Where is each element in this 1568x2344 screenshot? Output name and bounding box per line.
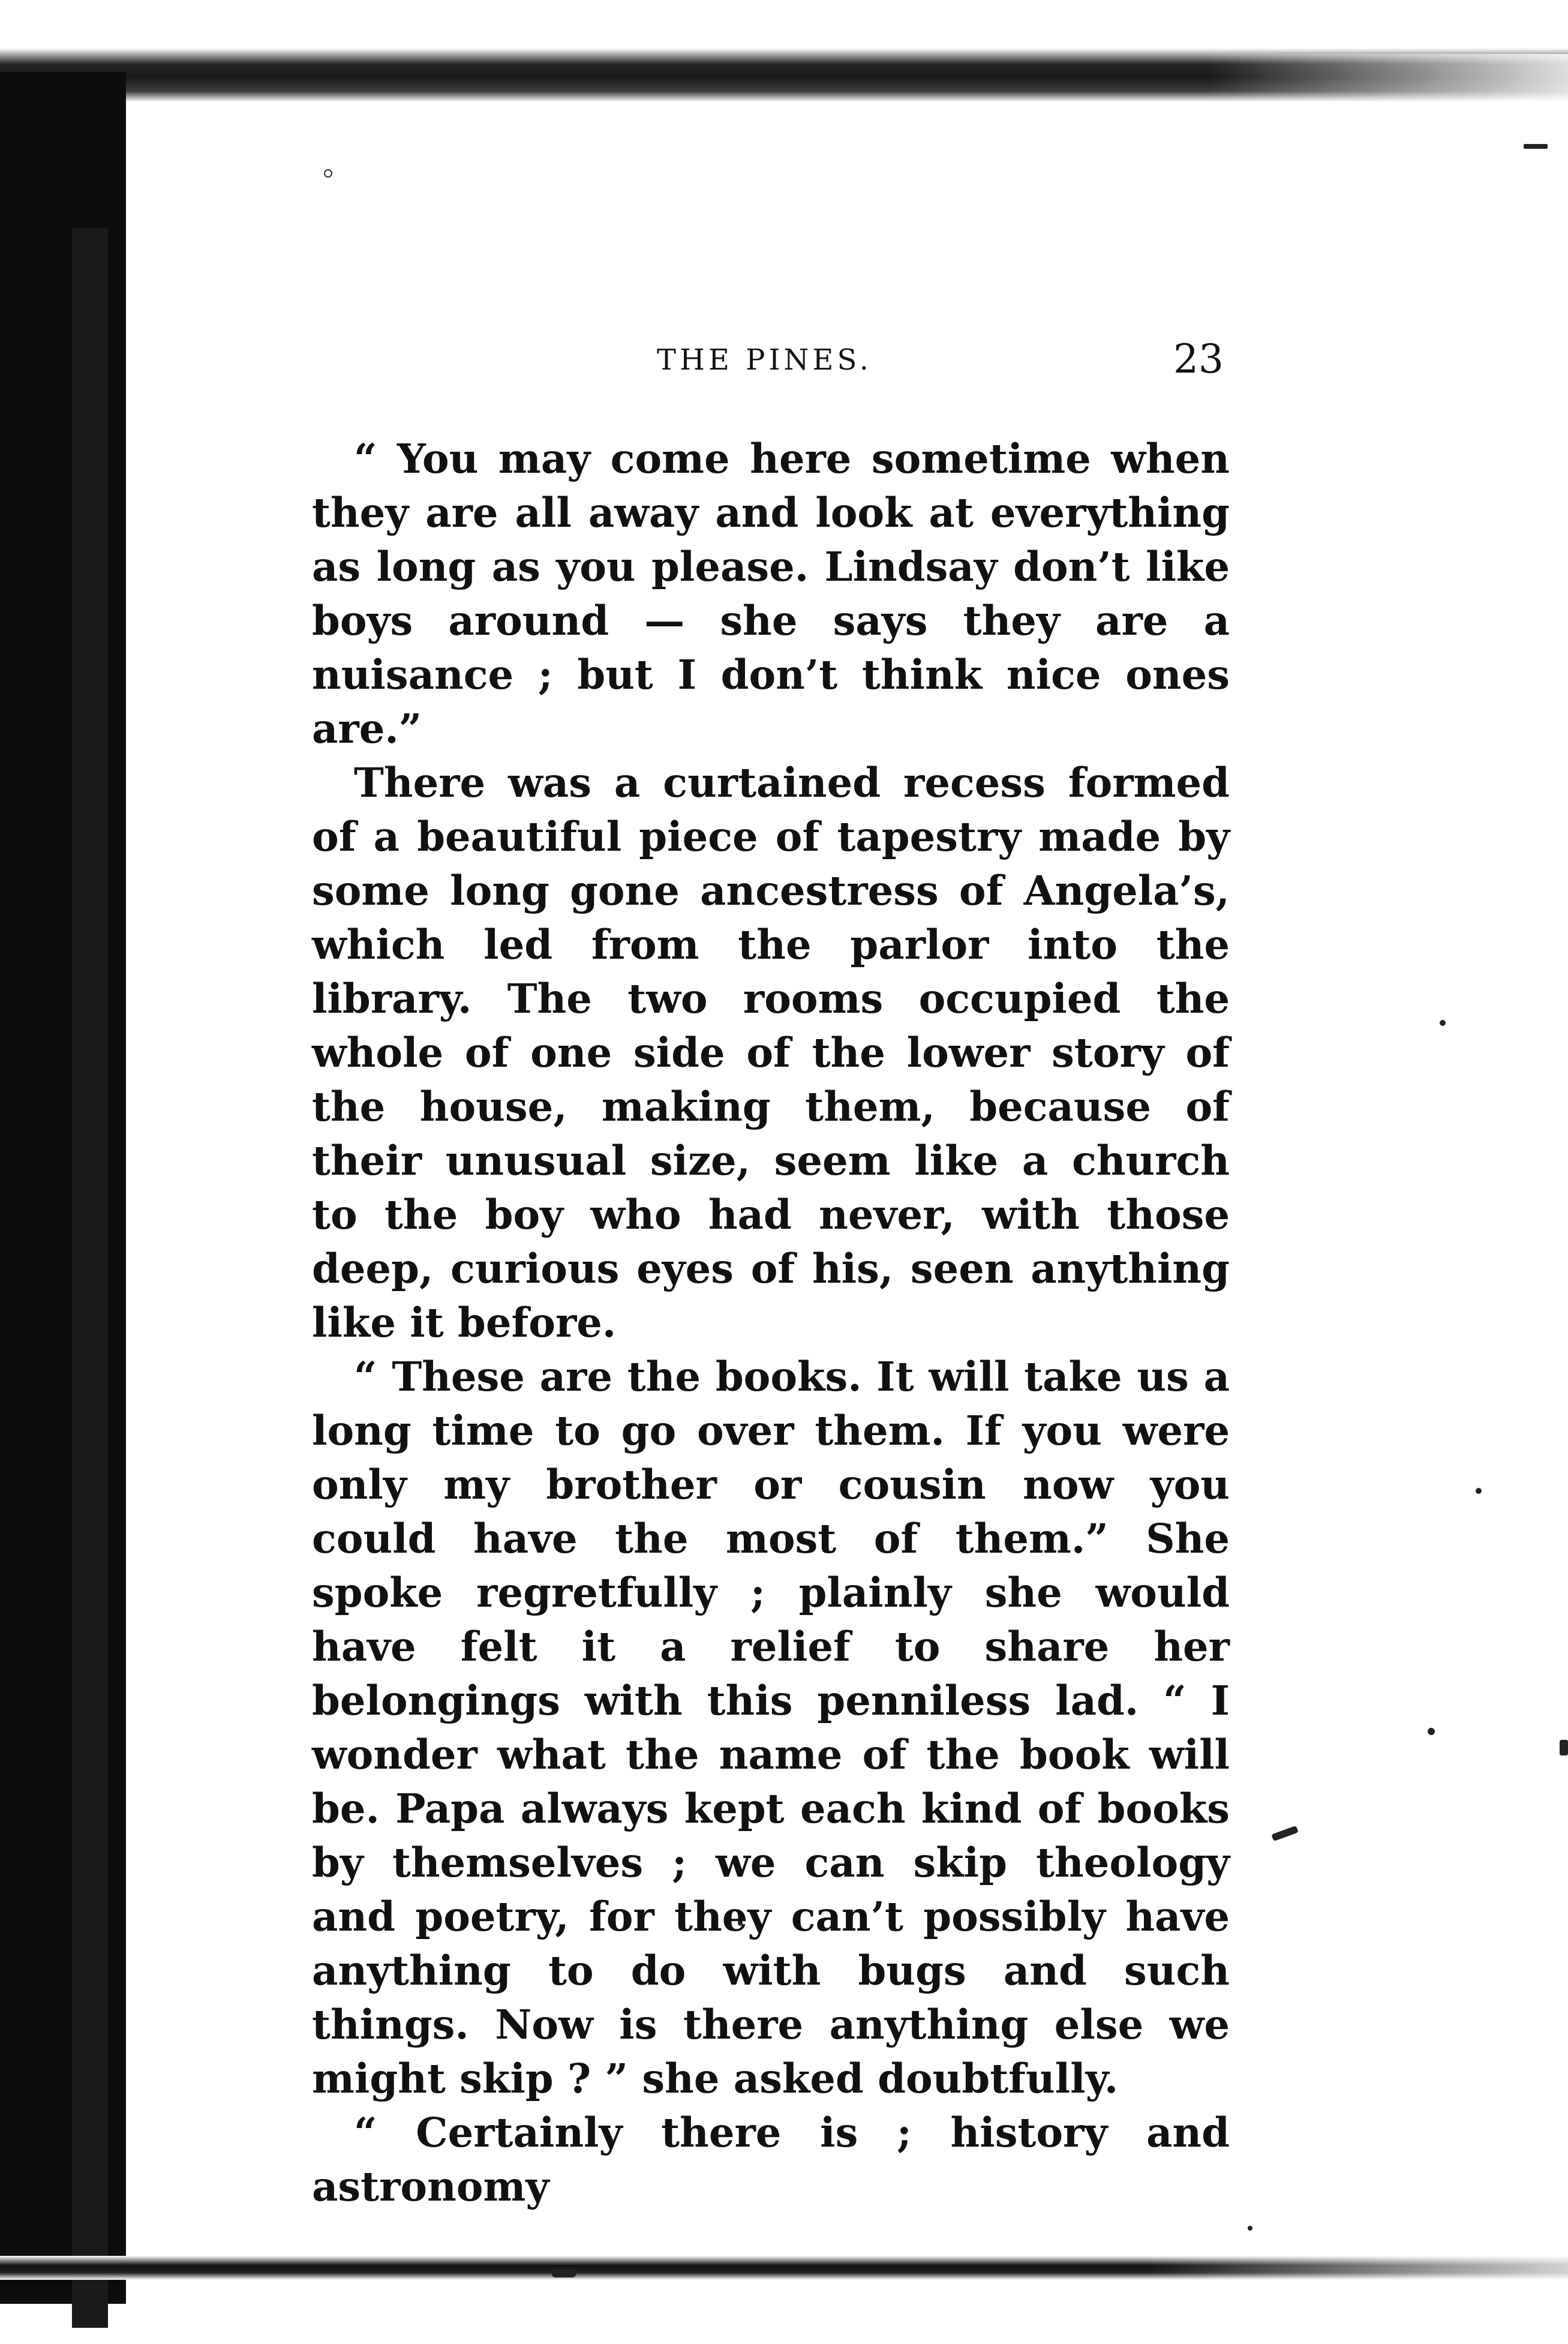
scan-speck — [1476, 1488, 1482, 1494]
running-head — [312, 336, 1224, 384]
scan-speck — [1248, 2226, 1252, 2231]
scan-left-border — [0, 72, 126, 2304]
body-text — [312, 432, 1230, 2214]
paragraph: There was a curtained recess formed of a beautiful piece of tapestry made by some long gone ancestress of Angela’s, which led from the parlor into the library. The two rooms occupied the whole of one side of the lower story of the house, making them, because of their unusual size, seem like a church to the boy who had never, with those deep, curious eyes of his, seen anything like it before. — [312, 759, 1230, 1346]
scan-speck — [1271, 1826, 1298, 1841]
paragraph: “ You may come here sometime when they are all away and look at everything as long as you please. Lindsay don’t like boys around — she says they are a nuisance ; but I don’t think nice ones are.” — [312, 435, 1230, 752]
scan-speck — [1560, 1740, 1568, 1755]
paragraph: “ Certainly there is ; history and astronomy — [312, 2109, 1230, 2210]
scan-speck — [552, 2269, 576, 2277]
scan-speck — [1524, 144, 1548, 149]
page-number: 23 — [1173, 336, 1224, 382]
running-title: THE PINES. — [657, 343, 872, 377]
scan-top-border-fade — [1208, 54, 1568, 102]
scan-bottom-border-fade — [1148, 2256, 1568, 2280]
scan-speck — [1440, 1020, 1446, 1026]
scan-speck — [1428, 1728, 1435, 1735]
scan-speck — [324, 169, 332, 178]
scan-left-border-inner — [72, 228, 108, 2328]
paragraph: “ These are the books. It will take us a long time to go over them. If you were only my brother or cousin now you could have the most of them.” She spoke regretfully ; plainly she would have felt it a relief to share her belongings with this penniless lad. “ I wonder what the name of the book will be. Papa always kept each kind of books by themselves ; we can skip theology and poetry, for they can’t possibly have anything to do with bugs and such things. Now is there anything else we might skip ? ” she asked doubtfully. — [312, 1353, 1230, 2102]
